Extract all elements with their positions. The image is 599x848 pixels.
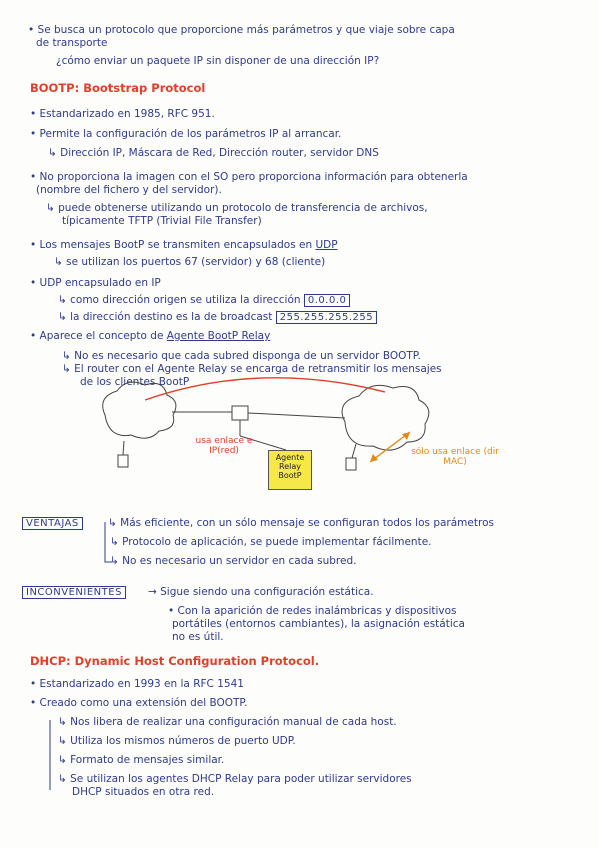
right-host: [346, 458, 356, 470]
dhcp-subitem-relay: ↳ Se utilizan los agentes DHCP Relay para poder utilizar servidores: [58, 773, 412, 785]
dhcp-item-extension: • Creado como una extensión del BOOTP.: [30, 697, 248, 709]
relay-agent-box: Agente Relay BootP: [268, 450, 312, 490]
origin-address-box: 0.0.0.0: [304, 294, 351, 307]
bootp-item-udp-text: • Los mensajes BootP se transmiten encapsulados en: [30, 239, 316, 251]
bootp-subitem-clients: de los clientes BootP: [80, 376, 190, 388]
dhcp-subitem-ports: ↳ Utiliza los mismos números de puerto UDP.: [58, 735, 296, 747]
bootp-subitem-ports: ↳ se utilizan los puertos 67 (servidor) y 68 (cliente): [54, 256, 326, 268]
inconveniente-1: → Sigue siendo una configuración estática.: [148, 586, 374, 598]
inconvenientes-label: INCONVENIENTES: [22, 586, 126, 599]
dhcp-subitem-format: ↳ Formato de mensajes similar.: [58, 754, 225, 766]
bootp-subitem-transfer: ↳ puede obtenerse utilizando un protocolo de transferencia de archivos,: [46, 202, 428, 214]
broadcast-address-box: 255.255.255.255: [276, 311, 377, 324]
bootp-item-image-cont: (nombre del fichero y del servidor).: [36, 184, 222, 196]
bootp-subitem-tftp: típicamente TFTP (Trivial File Transfer): [62, 215, 262, 227]
dhcp-title: DHCP: Dynamic Host Configuration Protocol.: [30, 654, 320, 668]
bootp-item-config: • Permite la configuración de los parámetros IP al arrancar.: [30, 128, 342, 140]
bootp-item-image: • No proporciona la imagen con el SO pero proporciona información para obtenerla: [30, 171, 468, 183]
red-ip-path: [145, 378, 385, 400]
inconveniente-2b: portátiles (entornos cambiantes), la asignación estática: [172, 618, 465, 630]
orange-path-label: sólo usa enlace (dir MAC): [411, 447, 499, 467]
ventajas-label: VENTAJAS: [22, 517, 83, 530]
ventaja-3: ↳ No es necesario un servidor en cada subred.: [110, 555, 357, 567]
ventajas-row: [22, 517, 83, 530]
router: [232, 406, 248, 420]
ventaja-2: ↳ Protocolo de aplicación, se puede implementar fácilmente.: [110, 536, 432, 548]
right-network-cloud: [342, 385, 429, 450]
inconvenientes-row: [22, 586, 126, 599]
origin-text: ↳ como dirección origen se utiliza la dirección: [58, 294, 301, 306]
bootp-subitem-params: ↳ Dirección IP, Máscara de Red, Dirección router, servidor DNS: [48, 147, 379, 159]
red-path-label: usa enlace e IP(red): [195, 436, 253, 456]
inconveniente-2c: no es útil.: [172, 631, 224, 643]
bootp-item-standard: • Estandarizado en 1985, RFC 951.: [30, 108, 215, 120]
bootp-subitem-no-server: ↳ No es necesario que cada subred disponga de un servidor BOOTP.: [62, 350, 421, 362]
bootp-item-udp-underlined: UDP: [315, 239, 338, 251]
inconveniente-2a: • Con la aparición de redes inalámbricas y dispositivos: [168, 605, 457, 617]
ventaja-1: ↳ Más eficiente, con un sólo mensaje se configuran todos los parámetros: [108, 517, 494, 529]
dhcp-subitem-manual: ↳ Nos libera de realizar una configuración manual de cada host.: [58, 716, 397, 728]
bootp-title: BOOTP: Bootstrap Protocol: [30, 81, 206, 95]
intro-line-1: • Se busca un protocolo que proporcione más parámetros y que viaje sobre capa: [28, 24, 455, 36]
dhcp-subitem-relay-cont: DHCP situados en otra red.: [72, 786, 215, 798]
bootp-item-udp-ip: • UDP encapsulado en IP: [30, 277, 161, 289]
left-network-cloud: [103, 382, 176, 438]
dhcp-item-standard: • Estandarizado en 1993 en la RFC 1541: [30, 678, 244, 690]
intro-question: ¿cómo enviar un paquete IP sin disponer de una dirección IP?: [56, 55, 380, 67]
relay-text: • Aparece el concepto de: [30, 330, 167, 342]
dest-text: ↳ la dirección destino es la de broadcast: [58, 311, 273, 323]
relay-underlined: Agente BootP Relay: [166, 330, 271, 342]
intro-line-2: de transporte: [36, 37, 108, 49]
left-host: [118, 455, 128, 467]
bootp-subitem-router: ↳ El router con el Agente Relay se encarga de retransmitir los mensajes: [62, 363, 442, 375]
